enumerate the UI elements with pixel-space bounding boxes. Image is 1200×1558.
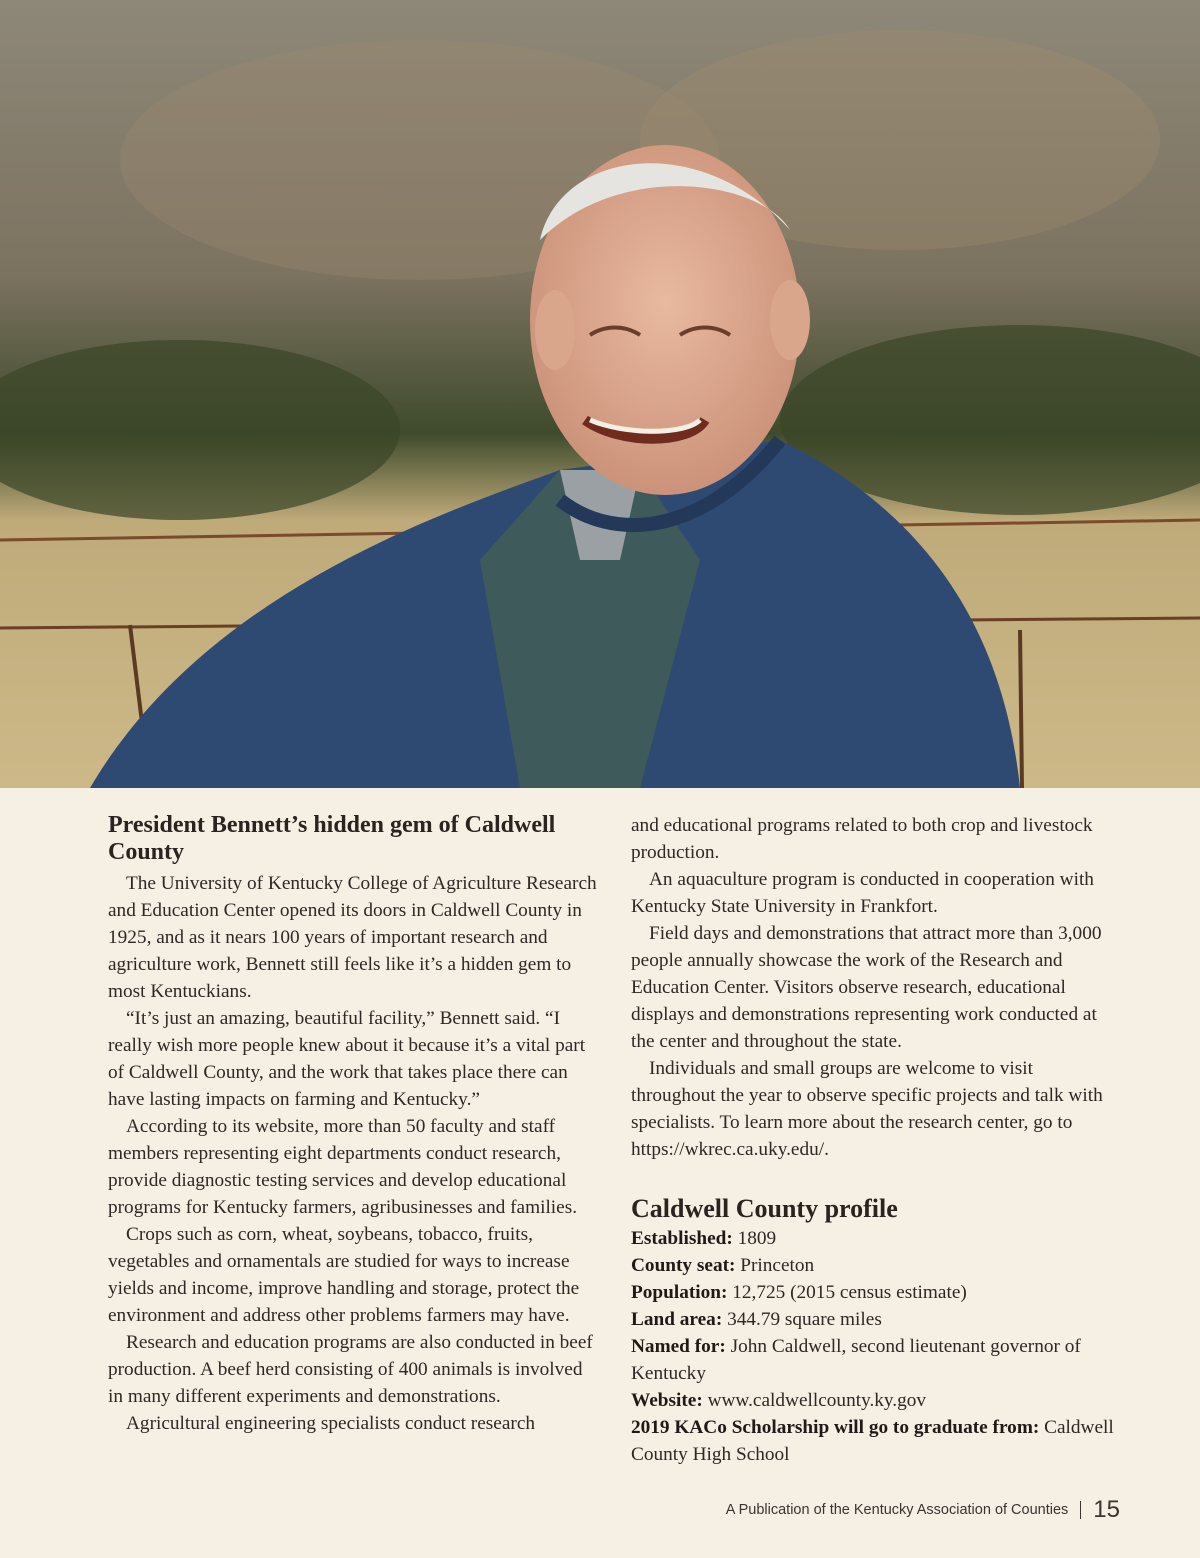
profile-label: Named for: bbox=[631, 1336, 726, 1357]
article-paragraph: Agricultural engineering specialists conduct research bbox=[126, 1413, 536, 1434]
county-profile bbox=[631, 1225, 1121, 1468]
profile-value: 344.79 square miles bbox=[722, 1309, 882, 1330]
article-paragraph: “It’s just an amazing, beautiful facility,” Bennett said. “I really wish more people knew about it because it’s a vital part of Caldwell County, and the work that takes place there can have lasting impacts on farming and Kentucky.” bbox=[108, 1008, 586, 1110]
profile-website bbox=[631, 1387, 1121, 1414]
profile-scholarship bbox=[631, 1414, 1121, 1468]
publication-credit: A Publication of the Kentucky Association of Counties bbox=[725, 1502, 1069, 1518]
article-paragraph: Field days and demonstrations that attract more than 3,000 people annually showcase the work of the Research and Education Center. Visitors observe research, educational displays and demonstrations representing work conducted at the center and throughout the state. bbox=[631, 923, 1102, 1052]
article-paragraph: Individuals and small groups are welcome to visit throughout the year to observe specific projects and talk with specialists. To learn more about the research center, go to https://wkrec.ca.uky.edu/. bbox=[631, 1058, 1103, 1160]
profile-label: Land area: bbox=[631, 1309, 723, 1330]
profile-label: Population: bbox=[631, 1282, 728, 1303]
article-paragraph: Research and education programs are also conducted in beef production. A beef herd consisting of 400 animals is involved in many different experiments and demonstrations. bbox=[108, 1332, 593, 1407]
profile-value: John Caldwell, second lieutenant governor of Kentucky bbox=[631, 1336, 1081, 1384]
profile-label: County seat: bbox=[631, 1255, 736, 1276]
article-right-column bbox=[631, 812, 1121, 1468]
profile-population bbox=[631, 1279, 1121, 1306]
page-number: 15 bbox=[1093, 1496, 1120, 1523]
profile-named-for bbox=[631, 1333, 1121, 1387]
article-paragraph: According to its website, more than 50 faculty and staff members representing eight departments conduct research, provide diagnostic testing services and develop educational programs for Kentucky farmers, agribusinesses and families. bbox=[108, 1116, 578, 1218]
profile-value: Princeton bbox=[735, 1255, 815, 1276]
profile-title: Caldwell County profile bbox=[631, 1194, 898, 1223]
article-paragraph: Crops such as corn, wheat, soybeans, tobacco, fruits, vegetables and ornamentals are studied for ways to increase yields and income, improve handling and storage, protect the environment and address other problems farmers may have. bbox=[108, 1224, 580, 1326]
profile-county-seat bbox=[631, 1252, 1121, 1279]
profile-value: Caldwell County High School bbox=[631, 1417, 1114, 1465]
profile-land-area bbox=[631, 1306, 1121, 1333]
profile-value: 12,725 (2015 census estimate) bbox=[727, 1282, 967, 1303]
profile-value: 1809 bbox=[732, 1228, 777, 1249]
article-left-column bbox=[108, 812, 600, 1437]
website-link[interactable]: www.caldwellcounty.ky.gov bbox=[702, 1390, 927, 1411]
article-headline: President Bennett’s hidden gem of Caldwell County bbox=[108, 812, 556, 865]
article-paragraph: An aquaculture program is conducted in cooperation with Kentucky State University in Frankfort. bbox=[631, 869, 1094, 917]
page-footer bbox=[726, 1496, 1120, 1524]
article-paragraph: and educational programs related to both crop and livestock production. bbox=[631, 815, 1093, 863]
article-paragraph: The University of Kentucky College of Agriculture Research and Education Center opened its doors in Caldwell County in 1925, and as it nears 100 years of important research and agriculture work, Bennett still feels like it’s a hidden gem to most Kentuckians. bbox=[108, 873, 597, 1002]
profile-label: Website: bbox=[631, 1390, 703, 1411]
profile-label: Established: bbox=[631, 1228, 733, 1249]
profile-label: 2019 KACo Scholarship will go to graduate from: bbox=[631, 1417, 1040, 1438]
profile-established bbox=[631, 1225, 1121, 1252]
footer-divider bbox=[1080, 1501, 1081, 1519]
